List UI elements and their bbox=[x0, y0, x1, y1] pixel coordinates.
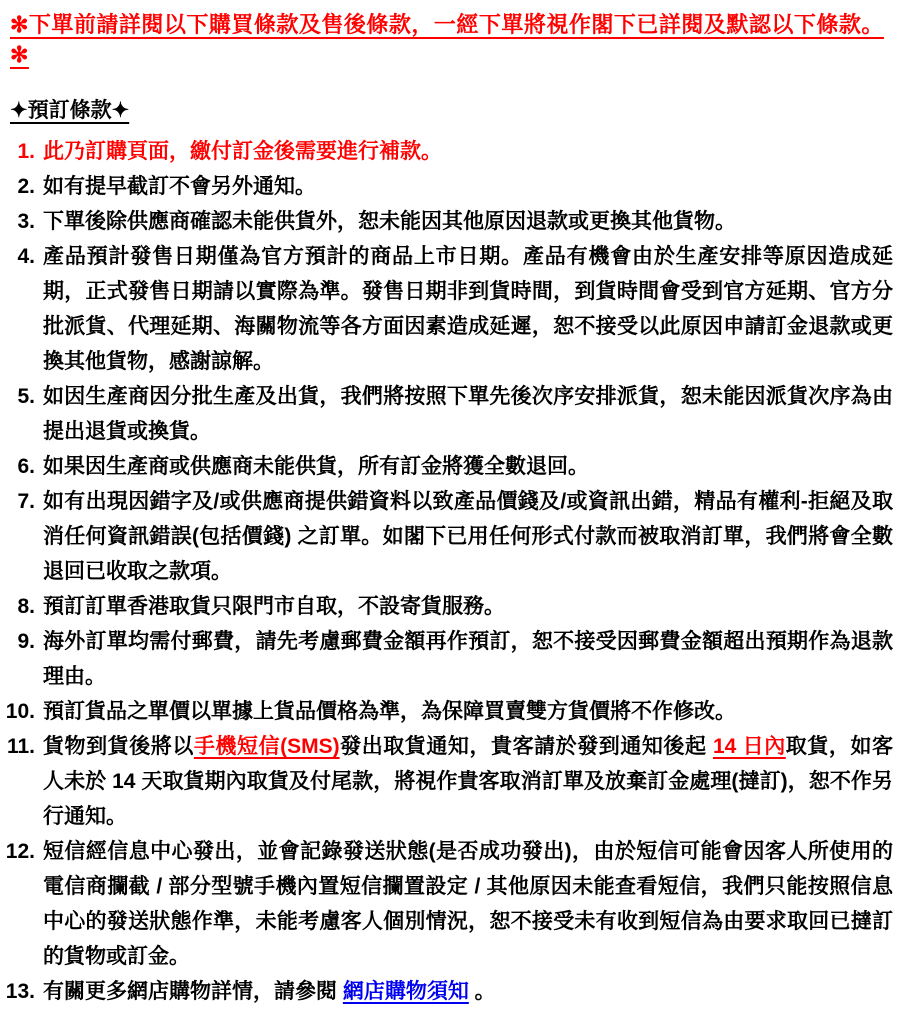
item-number: 2. bbox=[17, 175, 35, 198]
item-number: 10. bbox=[5, 700, 35, 723]
item-text bbox=[43, 449, 893, 484]
item-number: 7. bbox=[17, 490, 35, 513]
item-text bbox=[43, 239, 893, 379]
list-item bbox=[0, 379, 893, 449]
item-number: 3. bbox=[17, 210, 35, 233]
list-item bbox=[0, 169, 893, 204]
terms-list bbox=[0, 134, 893, 1009]
list-item bbox=[0, 484, 893, 589]
text-segment: 貨物到貨後將以 bbox=[43, 735, 194, 758]
text-segment: 海外訂單均需付郵費，請先考慮郵費金額再作預訂，恕不接受因郵費金額超出預期作為退款理由。 bbox=[43, 630, 893, 688]
item-text bbox=[43, 169, 893, 204]
list-item bbox=[0, 624, 893, 694]
list-item bbox=[0, 974, 893, 1009]
item-text bbox=[43, 834, 893, 974]
text-segment: 如果因生產商或供應商未能供貨，所有訂金將獲全數退回。 bbox=[43, 455, 589, 478]
text-segment: 如有提早截訂不會另外通知。 bbox=[43, 175, 316, 198]
item-text bbox=[43, 589, 893, 624]
item-text bbox=[43, 134, 893, 169]
text-segment: 發出取貨通知，貴客請於發到通知後起 bbox=[339, 735, 713, 758]
item-number: 8. bbox=[17, 595, 35, 618]
list-item bbox=[0, 239, 893, 379]
item-text bbox=[43, 484, 893, 589]
text-segment: 。 bbox=[468, 980, 496, 1003]
item-number: 5. bbox=[17, 385, 35, 408]
item-text bbox=[43, 624, 893, 694]
item-number: 9. bbox=[17, 630, 35, 653]
text-segment: 預訂貨品之單價以單據上貨品價格為準，為保障買賣雙方貨價將不作修改。 bbox=[43, 700, 736, 723]
page-title: ✻下單前請詳閱以下購買條款及售後條款，一經下單將視作閣下已詳閱及默認以下條款。✻ bbox=[10, 12, 884, 67]
list-item bbox=[0, 729, 893, 834]
item-text bbox=[43, 974, 893, 1009]
highlight-text: 手機短信(SMS) bbox=[193, 735, 340, 758]
item-text bbox=[43, 729, 893, 834]
item-number: 1. bbox=[17, 140, 35, 163]
text-segment: 產品預計發售日期僅為官方預計的商品上市日期。產品有機會由於生產安排等原因造成延期，正式發售日期請以實際為準。發售日期非到貨時間，到貨時間會受到官方延期、官方分批派貨、代理延期、海關物流等各方面因素造成延遲，恕不接受以此原因申請訂金退款或更換其他貨物，感謝諒解。 bbox=[43, 245, 893, 373]
item-text bbox=[43, 204, 893, 239]
text-segment: 如有出現因錯字及/或供應商提供錯資料以致產品價錢及/或資訊出錯，精品有權利-拒絕及取消任何資訊錯誤(包括價錢) 之訂單。如閣下已用任何形式付款而被取消訂單，我們將會全數退回已收取之款項。 bbox=[43, 490, 893, 583]
item-text bbox=[43, 379, 893, 449]
text-segment: 短信經信息中心發出，並會記錄發送狀態(是否成功發出)，由於短信可能會因客人所使用的電信商攔截 / 部分型號手機內置短信攔置設定 / 其他原因未能查看短信，我們只能按照信息中心的發送狀態作準，未能考慮客人個別情況，恕不接受未有收到短信為由要求取回已撻訂的貨物或訂金。 bbox=[43, 840, 893, 968]
text-segment: 有關更多網店購物詳情，請參閱 bbox=[43, 980, 343, 1003]
item-number: 6. bbox=[17, 455, 35, 478]
item-number: 11. bbox=[6, 735, 35, 758]
item-number: 13. bbox=[5, 980, 35, 1003]
text-segment: 如因生產商因分批生產及出貨，我們將按照下單先後次序安排派貨，恕未能因派貨次序為由提出退貨或換貨。 bbox=[43, 385, 893, 443]
text-segment: 下單後除供應商確認未能供貨外，恕未能因其他原因退款或更換其他貨物。 bbox=[43, 210, 736, 233]
text-segment: 預訂訂單香港取貨只限門市自取，不設寄貨服務。 bbox=[43, 595, 505, 618]
list-item bbox=[0, 589, 893, 624]
shop-guide-link[interactable]: 網店購物須知 bbox=[342, 980, 469, 1003]
list-item bbox=[0, 834, 893, 974]
item-number: 12. bbox=[5, 840, 35, 863]
text-segment: 此乃訂購頁面，繳付訂金後需要進行補款。 bbox=[43, 140, 442, 163]
item-text bbox=[43, 694, 893, 729]
highlight-text: 14 日內 bbox=[712, 735, 786, 758]
list-item bbox=[0, 694, 893, 729]
item-number: 4. bbox=[17, 245, 35, 268]
section-header-preorder-terms: ✦預訂條款✦ bbox=[10, 99, 130, 122]
list-item bbox=[0, 449, 893, 484]
list-item bbox=[0, 204, 893, 239]
list-item bbox=[0, 134, 893, 169]
text-segment: 取貨，如客人未於 14 天取貨期內取貨及付尾款，將視作貴客取消訂單及放棄訂金處理(撻訂)，恕不作另行通知。 bbox=[43, 735, 894, 828]
